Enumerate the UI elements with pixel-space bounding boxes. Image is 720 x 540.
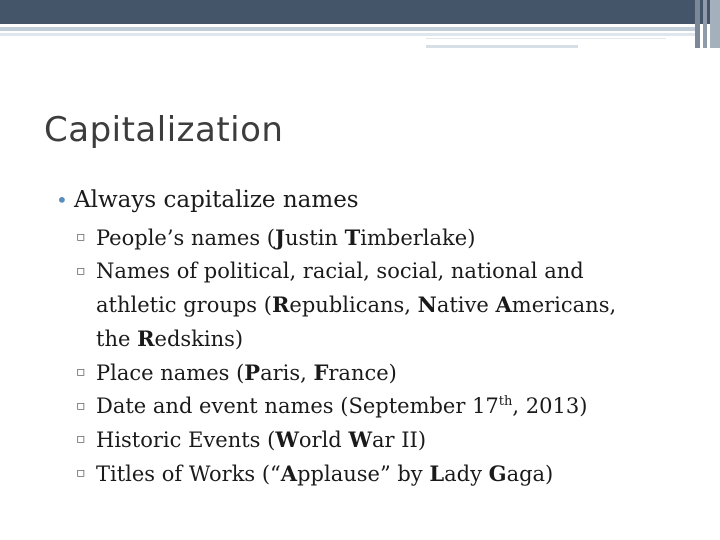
text-run: Place names ( bbox=[96, 361, 245, 385]
bold-initial: R bbox=[137, 326, 155, 351]
sub-bullet-line bbox=[96, 423, 706, 457]
sub-bullet-item bbox=[76, 423, 706, 457]
text-run: ustin bbox=[284, 226, 345, 250]
square-bullet-icon: ▫ bbox=[76, 465, 86, 481]
sub-bullet-line bbox=[96, 322, 706, 356]
bullet-text: Always capitalize names bbox=[74, 187, 359, 213]
sub-bullet-item bbox=[76, 457, 706, 491]
text-run: mericans, bbox=[511, 293, 617, 317]
square-bullet-icon: ▫ bbox=[76, 229, 86, 245]
sub-bullet-line bbox=[96, 457, 706, 491]
bold-initial: G bbox=[488, 461, 507, 486]
square-bullet-icon: ▫ bbox=[76, 431, 86, 447]
square-bullet-icon: ▫ bbox=[76, 364, 86, 380]
text-run: Titles of Works (“ bbox=[96, 462, 281, 486]
bold-initial: N bbox=[417, 292, 437, 317]
header-band bbox=[0, 0, 720, 24]
bullet-dot-icon: • bbox=[56, 188, 68, 212]
square-bullet-icon: ▫ bbox=[76, 263, 86, 279]
text-run: aris, bbox=[260, 361, 314, 385]
bold-initial: T bbox=[344, 225, 361, 250]
text-run: orld bbox=[298, 428, 349, 452]
corner-stripe bbox=[695, 0, 700, 48]
bold-initial: W bbox=[275, 427, 299, 452]
bold-initial: R bbox=[271, 292, 290, 317]
text-run: aga) bbox=[506, 462, 554, 486]
sub-bullet-item bbox=[76, 255, 706, 356]
bold-initial: L bbox=[429, 461, 445, 486]
sub-bullet-item bbox=[76, 356, 706, 390]
text-run: athletic groups ( bbox=[96, 293, 272, 317]
bold-initial: A bbox=[495, 292, 512, 317]
text-run: People’s names ( bbox=[96, 226, 276, 250]
ordinal-suffix: th bbox=[498, 394, 513, 409]
text-run: the bbox=[96, 327, 138, 351]
sub-bullet-list bbox=[56, 221, 706, 491]
sub-bullet-line bbox=[96, 390, 706, 423]
sub-bullet-item bbox=[76, 390, 706, 423]
header-stripe bbox=[0, 27, 700, 31]
sub-bullet-line bbox=[96, 288, 706, 322]
slide-content bbox=[56, 183, 706, 491]
sub-bullet-item bbox=[76, 221, 706, 255]
text-run: ady bbox=[444, 462, 489, 486]
text-run: Historic Events ( bbox=[96, 428, 276, 452]
header-stripe bbox=[0, 33, 700, 36]
square-bullet-icon: ▫ bbox=[76, 398, 86, 414]
text-run: Date and event names (September 17 bbox=[96, 394, 499, 418]
text-run: Names of political, racial, social, national and bbox=[96, 259, 584, 283]
bold-initial: J bbox=[275, 225, 285, 250]
sub-bullet-line bbox=[96, 255, 706, 288]
sub-bullet-line bbox=[96, 356, 706, 390]
text-run: pplause” by bbox=[297, 462, 430, 486]
bold-initial: A bbox=[280, 461, 298, 486]
text-run: epublicans, bbox=[289, 293, 418, 317]
corner-stripe bbox=[703, 0, 707, 48]
text-run: ar II) bbox=[372, 428, 427, 452]
sub-bullet-line bbox=[96, 221, 706, 255]
slide-title: Capitalization bbox=[44, 110, 284, 150]
text-run: rance) bbox=[328, 361, 397, 385]
text-run: edskins) bbox=[154, 327, 244, 351]
header-accent-line bbox=[426, 38, 666, 42]
text-run: ative bbox=[436, 293, 496, 317]
header-accent-line bbox=[426, 45, 578, 48]
bold-initial: W bbox=[348, 427, 373, 452]
bold-initial: F bbox=[313, 360, 329, 385]
bullet-item bbox=[56, 183, 706, 217]
bold-initial: P bbox=[244, 360, 261, 385]
text-run: , 2013) bbox=[512, 394, 588, 418]
text-run: imberlake) bbox=[360, 226, 476, 250]
corner-stripe bbox=[710, 0, 720, 48]
